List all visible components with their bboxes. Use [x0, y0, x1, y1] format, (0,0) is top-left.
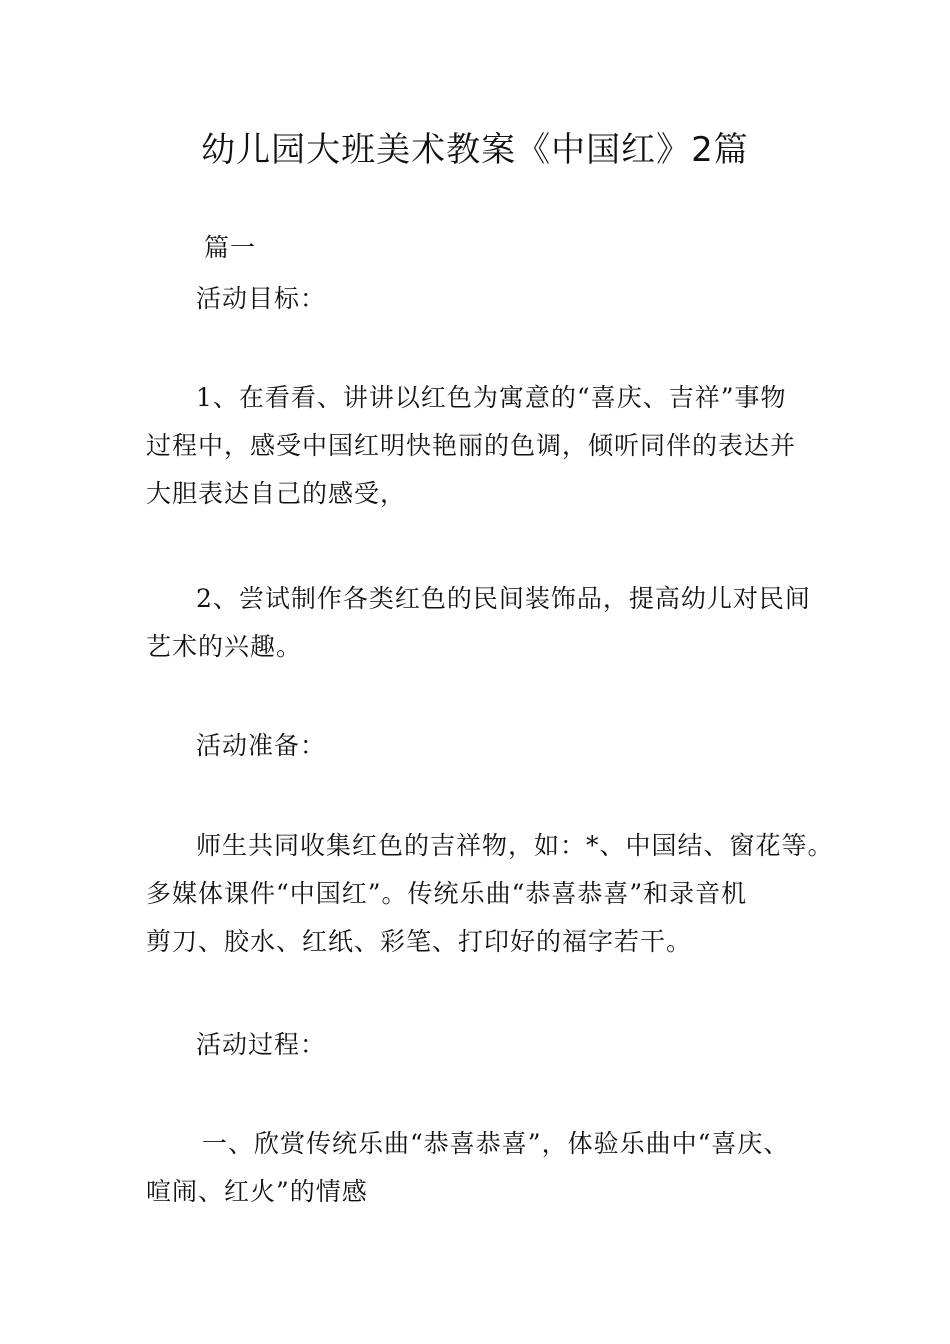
prep-line: 剪刀、胶水、红纸、彩笔、打印好的福字若干。: [146, 927, 693, 956]
section-label: 篇一: [204, 233, 257, 262]
goal-1-line: 1、在看看、讲讲以红色为寓意的“喜庆、吉祥”事物: [196, 383, 787, 412]
prep-line: 多媒体课件“中国红”。传统乐曲“恭喜恭喜”和录音机: [146, 879, 748, 908]
step-1-line: 一、欣赏传统乐曲“恭喜恭喜”，体验乐曲中“喜庆、: [202, 1129, 790, 1158]
step-1-line: 喧闹、红火”的情感: [146, 1177, 368, 1206]
prep-line: 师生共同收集红色的吉祥物，如：*、中国结、窗花等。: [196, 831, 834, 860]
document-title: 幼儿园大班美术教案《中国红》2篇: [201, 130, 749, 170]
goal-2-line: 2、尝试制作各类红色的民间装饰品，提高幼儿对民间: [196, 584, 811, 613]
prep-heading: 活动准备：: [196, 731, 327, 760]
step-1-paragraph: [146, 1120, 836, 1216]
goal-1-line: 过程中，感受中国红明快艳丽的色调，倾听同伴的表达并: [146, 431, 797, 460]
goal-2-paragraph: [146, 575, 836, 671]
prep-paragraph: [146, 822, 836, 966]
goal-1-paragraph: [146, 374, 836, 518]
goal-1-line: 大胆表达自己的感受，: [146, 479, 407, 508]
goal-2-line: 艺术的兴趣。: [146, 632, 303, 661]
process-heading: 活动过程：: [196, 1030, 327, 1059]
goals-heading: 活动目标：: [196, 284, 327, 313]
